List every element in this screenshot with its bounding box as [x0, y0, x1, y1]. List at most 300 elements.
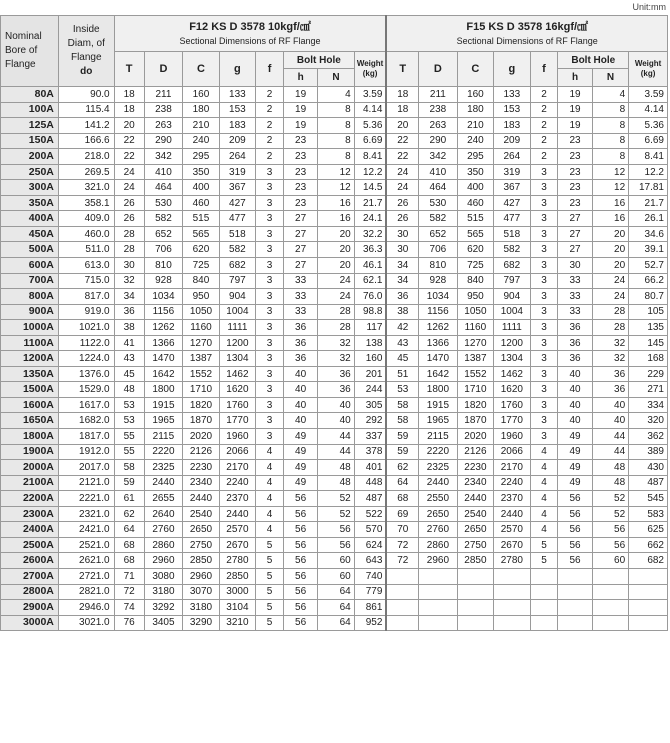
table-cell: 49: [283, 429, 317, 445]
table-cell: 56: [592, 537, 628, 553]
inside-diam-cell: 817.0: [58, 289, 114, 305]
table-cell: 367: [219, 180, 255, 196]
table-cell: 160: [354, 351, 386, 367]
inside-diam-cell: 1224.0: [58, 351, 114, 367]
table-cell: 36: [318, 382, 354, 398]
table-cell: [457, 615, 493, 631]
table-cell: 2340: [183, 475, 219, 491]
table-cell: 2066: [219, 444, 255, 460]
table-cell: 153: [219, 102, 255, 118]
table-cell: [494, 600, 530, 616]
table-row: [1, 506, 668, 522]
table-cell: 2860: [144, 537, 183, 553]
inside-diam-cell: 1912.0: [58, 444, 114, 460]
table-cell: 2540: [457, 506, 493, 522]
nominal-bore-cell: 700A: [1, 273, 59, 289]
f15-f-header: f: [530, 52, 558, 87]
table-cell: 56: [283, 522, 317, 538]
f15-d-header: D: [419, 52, 458, 87]
table-cell: 6.69: [629, 133, 668, 149]
table-cell: 49: [283, 444, 317, 460]
table-cell: 36: [114, 304, 144, 320]
table-cell: 740: [354, 568, 386, 584]
inside-diam-cell: 218.0: [58, 149, 114, 165]
table-row: [1, 195, 668, 211]
table-cell: 810: [419, 258, 458, 274]
f12-h-header: h: [283, 69, 317, 87]
table-cell: 8: [592, 102, 628, 118]
table-cell: 464: [419, 180, 458, 196]
table-cell: 36: [558, 351, 592, 367]
table-cell: 3290: [183, 615, 219, 631]
table-cell: 26: [114, 195, 144, 211]
table-row: [1, 211, 668, 227]
nominal-bore-cell: 1600A: [1, 397, 59, 413]
table-cell: 1387: [183, 351, 219, 367]
table-cell: 2: [256, 118, 284, 134]
table-row: [1, 133, 668, 149]
table-cell: 263: [419, 118, 458, 134]
table-cell: [629, 615, 668, 631]
table-cell: 30: [114, 258, 144, 274]
table-cell: 515: [183, 211, 219, 227]
table-cell: 1710: [183, 382, 219, 398]
table-cell: 76.0: [354, 289, 386, 305]
table-cell: 61: [114, 491, 144, 507]
nominal-bore-cell: 500A: [1, 242, 59, 258]
table-cell: 20: [114, 118, 144, 134]
table-cell: 19: [558, 118, 592, 134]
table-cell: 5: [256, 615, 284, 631]
table-cell: 44: [592, 444, 628, 460]
table-cell: 2: [530, 102, 558, 118]
table-cell: 45: [114, 366, 144, 382]
table-cell: 2650: [457, 522, 493, 538]
table-cell: 3: [530, 180, 558, 196]
table-cell: [592, 584, 628, 600]
nominal-bore-cell: 800A: [1, 289, 59, 305]
table-cell: 2020: [457, 429, 493, 445]
table-cell: 1200: [494, 335, 530, 351]
table-cell: 582: [419, 211, 458, 227]
table-cell: 2550: [419, 491, 458, 507]
nominal-bore-cell: 125A: [1, 118, 59, 134]
table-cell: 211: [419, 87, 458, 103]
table-cell: 18: [114, 102, 144, 118]
table-cell: 8.41: [354, 149, 386, 165]
table-cell: 3: [256, 164, 284, 180]
nominal-bore-cell: 2900A: [1, 600, 59, 616]
nominal-bore-cell: 200A: [1, 149, 59, 165]
table-cell: 46.1: [354, 258, 386, 274]
table-cell: 5: [256, 553, 284, 569]
table-cell: 58: [386, 413, 418, 429]
nominal-bore-cell: 1800A: [1, 429, 59, 445]
table-cell: 53: [114, 413, 144, 429]
table-cell: 342: [144, 149, 183, 165]
table-cell: 904: [494, 289, 530, 305]
table-cell: 2750: [457, 537, 493, 553]
table-cell: 3: [256, 226, 284, 242]
table-cell: 21.7: [354, 195, 386, 211]
table-cell: 1270: [457, 335, 493, 351]
table-row: [1, 320, 668, 336]
table-cell: 861: [354, 600, 386, 616]
table-cell: 1770: [494, 413, 530, 429]
table-cell: 23: [283, 133, 317, 149]
table-cell: 2960: [419, 553, 458, 569]
table-cell: [494, 568, 530, 584]
table-cell: 229: [629, 366, 668, 382]
table-cell: 20: [386, 118, 418, 134]
table-cell: 1870: [457, 413, 493, 429]
table-cell: 32.2: [354, 226, 386, 242]
nominal-bore-cell: 2500A: [1, 537, 59, 553]
table-row: [1, 335, 668, 351]
table-cell: 28: [592, 304, 628, 320]
inside-diam-cell: 2621.0: [58, 553, 114, 569]
table-cell: 24.1: [354, 211, 386, 227]
inside-diam-cell: 2121.0: [58, 475, 114, 491]
table-cell: 295: [183, 149, 219, 165]
table-cell: 160: [457, 87, 493, 103]
table-cell: 2220: [419, 444, 458, 460]
table-cell: 1965: [419, 413, 458, 429]
f15-weight-header: Weight (kg): [629, 52, 668, 87]
table-cell: [386, 568, 418, 584]
table-cell: 53: [386, 382, 418, 398]
table-row: [1, 584, 668, 600]
table-cell: 43: [386, 335, 418, 351]
table-cell: 48: [592, 460, 628, 476]
table-cell: 1111: [494, 320, 530, 336]
nominal-bore-cell: 3000A: [1, 615, 59, 631]
table-cell: 1710: [457, 382, 493, 398]
table-cell: 928: [144, 273, 183, 289]
table-cell: 64: [114, 522, 144, 538]
table-cell: 6.69: [354, 133, 386, 149]
table-cell: 320: [629, 413, 668, 429]
table-cell: 34: [386, 258, 418, 274]
table-cell: 20: [592, 258, 628, 274]
nominal-bore-cell: 80A: [1, 87, 59, 103]
table-cell: 58: [386, 397, 418, 413]
table-cell: 27: [283, 242, 317, 258]
table-row: [1, 615, 668, 631]
table-cell: 40: [283, 397, 317, 413]
table-row: [1, 242, 668, 258]
table-cell: 58: [114, 460, 144, 476]
table-cell: 5: [530, 537, 558, 553]
table-cell: [419, 600, 458, 616]
table-cell: 49: [283, 460, 317, 476]
f15-c-header: C: [457, 52, 493, 87]
nominal-bore-header: Nominal Bore of Flange: [1, 16, 59, 87]
table-cell: 2440: [457, 491, 493, 507]
table-cell: 1470: [144, 351, 183, 367]
table-cell: 3: [256, 180, 284, 196]
table-cell: 2115: [419, 429, 458, 445]
table-cell: 211: [144, 87, 183, 103]
table-cell: 23: [558, 195, 592, 211]
table-cell: 3292: [144, 600, 183, 616]
table-cell: 33: [283, 273, 317, 289]
table-cell: 3: [530, 397, 558, 413]
nominal-bore-cell: 2400A: [1, 522, 59, 538]
table-cell: 378: [354, 444, 386, 460]
table-cell: 5: [256, 584, 284, 600]
inside-diam-cell: 321.0: [58, 180, 114, 196]
table-cell: 477: [219, 211, 255, 227]
table-cell: 3080: [144, 568, 183, 584]
table-cell: 52: [318, 506, 354, 522]
table-cell: 40: [558, 366, 592, 382]
table-cell: 48: [592, 475, 628, 491]
table-cell: 19: [283, 87, 317, 103]
table-cell: 34: [386, 273, 418, 289]
table-cell: 62: [114, 506, 144, 522]
nominal-bore-cell: 400A: [1, 211, 59, 227]
table-cell: 263: [144, 118, 183, 134]
nominal-bore-cell: 2100A: [1, 475, 59, 491]
inside-diam-cell: 1376.0: [58, 366, 114, 382]
table-cell: 1034: [419, 289, 458, 305]
table-cell: 3: [256, 304, 284, 320]
table-cell: 12: [592, 180, 628, 196]
table-cell: 3: [530, 366, 558, 382]
table-cell: 30: [386, 226, 418, 242]
table-cell: 183: [219, 118, 255, 134]
table-cell: 2126: [457, 444, 493, 460]
table-cell: 64: [318, 600, 354, 616]
f15-subtitle: Sectional Dimensions of RF Flange: [456, 35, 598, 46]
table-cell: 706: [144, 242, 183, 258]
table-cell: 1960: [219, 429, 255, 445]
table-cell: [419, 584, 458, 600]
nominal-bore-cell: 600A: [1, 258, 59, 274]
inside-diam-cell: 2321.0: [58, 506, 114, 522]
nominal-bore-cell: 1900A: [1, 444, 59, 460]
table-cell: 840: [457, 273, 493, 289]
table-row: [1, 429, 668, 445]
table-cell: 16: [592, 211, 628, 227]
nominal-bore-cell: 150A: [1, 133, 59, 149]
table-cell: 1004: [494, 304, 530, 320]
table-cell: 12.2: [629, 164, 668, 180]
table-cell: 2760: [419, 522, 458, 538]
table-cell: 32: [318, 351, 354, 367]
table-cell: 565: [183, 226, 219, 242]
table-cell: 1366: [144, 335, 183, 351]
nominal-bore-cell: 250A: [1, 164, 59, 180]
table-cell: 8: [592, 149, 628, 165]
inside-diam-cell: 460.0: [58, 226, 114, 242]
table-cell: 1642: [419, 366, 458, 382]
table-cell: 72: [386, 553, 418, 569]
table-cell: 5.36: [629, 118, 668, 134]
table-cell: 210: [457, 118, 493, 134]
table-cell: 2650: [419, 506, 458, 522]
table-cell: 43: [114, 351, 144, 367]
table-cell: 448: [354, 475, 386, 491]
table-cell: 2220: [144, 444, 183, 460]
table-cell: 53: [114, 397, 144, 413]
inside-diam-label: Inside Diam, of Flange: [67, 24, 105, 63]
table-cell: 4.14: [629, 102, 668, 118]
table-cell: 350: [457, 164, 493, 180]
table-cell: 4: [256, 522, 284, 538]
table-cell: 19: [283, 102, 317, 118]
table-cell: 1262: [419, 320, 458, 336]
table-cell: 3: [530, 164, 558, 180]
inside-diam-cell: 358.1: [58, 195, 114, 211]
table-cell: 620: [183, 242, 219, 258]
table-cell: 59: [386, 444, 418, 460]
table-cell: 1200: [219, 335, 255, 351]
nominal-bore-cell: 1200A: [1, 351, 59, 367]
table-cell: 2: [530, 87, 558, 103]
table-cell: 4: [256, 506, 284, 522]
table-cell: 36: [386, 289, 418, 305]
table-cell: 68: [386, 491, 418, 507]
table-row: [1, 568, 668, 584]
table-cell: 1004: [219, 304, 255, 320]
table-cell: 22: [386, 133, 418, 149]
table-cell: 2670: [219, 537, 255, 553]
f15-n-header: N: [592, 69, 628, 87]
table-cell: 16: [318, 211, 354, 227]
table-cell: 26: [386, 211, 418, 227]
table-cell: 1111: [219, 320, 255, 336]
table-cell: 1034: [144, 289, 183, 305]
table-cell: 48: [318, 460, 354, 476]
table-cell: 19: [283, 118, 317, 134]
table-cell: 620: [457, 242, 493, 258]
table-cell: 32: [592, 351, 628, 367]
inside-diam-cell: 269.5: [58, 164, 114, 180]
table-cell: 3: [256, 242, 284, 258]
table-cell: 1304: [219, 351, 255, 367]
table-cell: 4: [318, 87, 354, 103]
table-cell: 20: [318, 258, 354, 274]
table-cell: 56: [318, 522, 354, 538]
table-row: [1, 475, 668, 491]
table-cell: 36: [283, 320, 317, 336]
f12-bolt-hole-header: Bolt Hole: [283, 52, 354, 69]
inside-diam-cell: 141.2: [58, 118, 114, 134]
table-cell: 8: [318, 118, 354, 134]
table-cell: 23: [558, 164, 592, 180]
table-cell: 24: [318, 289, 354, 305]
table-cell: 56: [283, 491, 317, 507]
table-cell: 1552: [457, 366, 493, 382]
table-cell: 40: [558, 413, 592, 429]
table-cell: 38: [386, 304, 418, 320]
inside-diam-cell: 2221.0: [58, 491, 114, 507]
inside-diam-cell: 919.0: [58, 304, 114, 320]
table-cell: [457, 568, 493, 584]
table-cell: 652: [419, 226, 458, 242]
table-cell: 2440: [144, 475, 183, 491]
table-cell: 652: [144, 226, 183, 242]
table-cell: 3: [530, 320, 558, 336]
nominal-bore-cell: 1350A: [1, 366, 59, 382]
table-cell: 518: [219, 226, 255, 242]
table-cell: 2240: [219, 475, 255, 491]
table-cell: [558, 584, 592, 600]
table-cell: 3: [530, 289, 558, 305]
table-cell: 49: [558, 444, 592, 460]
table-cell: 40: [318, 413, 354, 429]
table-cell: 40: [283, 382, 317, 398]
inside-diam-header: [58, 16, 114, 87]
table-cell: 3: [256, 211, 284, 227]
table-cell: [558, 615, 592, 631]
table-cell: 8.41: [629, 149, 668, 165]
table-cell: 682: [494, 258, 530, 274]
table-cell: 153: [494, 102, 530, 118]
table-cell: 40: [592, 397, 628, 413]
table-cell: 23: [558, 149, 592, 165]
inside-diam-cell: 1617.0: [58, 397, 114, 413]
table-cell: 264: [494, 149, 530, 165]
table-cell: 160: [183, 87, 219, 103]
table-cell: 44: [592, 429, 628, 445]
table-cell: 4: [256, 475, 284, 491]
table-cell: 98.8: [354, 304, 386, 320]
table-row: [1, 180, 668, 196]
table-cell: 3: [256, 382, 284, 398]
table-cell: [592, 568, 628, 584]
table-cell: 410: [419, 164, 458, 180]
f12-f-header: f: [256, 52, 284, 87]
table-cell: 18: [386, 102, 418, 118]
table-cell: 56: [558, 506, 592, 522]
f15-t-header: T: [386, 52, 418, 87]
table-cell: 24: [386, 164, 418, 180]
table-cell: 2540: [183, 506, 219, 522]
table-cell: [386, 584, 418, 600]
table-cell: 60: [318, 553, 354, 569]
table-cell: 400: [457, 180, 493, 196]
table-cell: 582: [144, 211, 183, 227]
table-cell: 319: [494, 164, 530, 180]
table-cell: 3: [256, 289, 284, 305]
table-row: [1, 118, 668, 134]
table-cell: 3: [530, 351, 558, 367]
table-cell: 1760: [219, 397, 255, 413]
table-cell: 522: [354, 506, 386, 522]
table-cell: 32: [114, 273, 144, 289]
inside-diam-cell: 2521.0: [58, 537, 114, 553]
table-row: [1, 537, 668, 553]
inside-diam-cell: 1682.0: [58, 413, 114, 429]
table-cell: 2960: [183, 568, 219, 584]
table-row: [1, 87, 668, 103]
table-cell: 28: [592, 320, 628, 336]
table-cell: 201: [354, 366, 386, 382]
table-cell: 950: [183, 289, 219, 305]
table-cell: 3104: [219, 600, 255, 616]
table-cell: [457, 600, 493, 616]
table-cell: 56: [558, 522, 592, 538]
table-cell: 725: [183, 258, 219, 274]
table-cell: 2440: [183, 491, 219, 507]
inside-diam-cell: 166.6: [58, 133, 114, 149]
table-cell: 44: [318, 429, 354, 445]
table-cell: 23: [283, 149, 317, 165]
table-cell: [457, 584, 493, 600]
